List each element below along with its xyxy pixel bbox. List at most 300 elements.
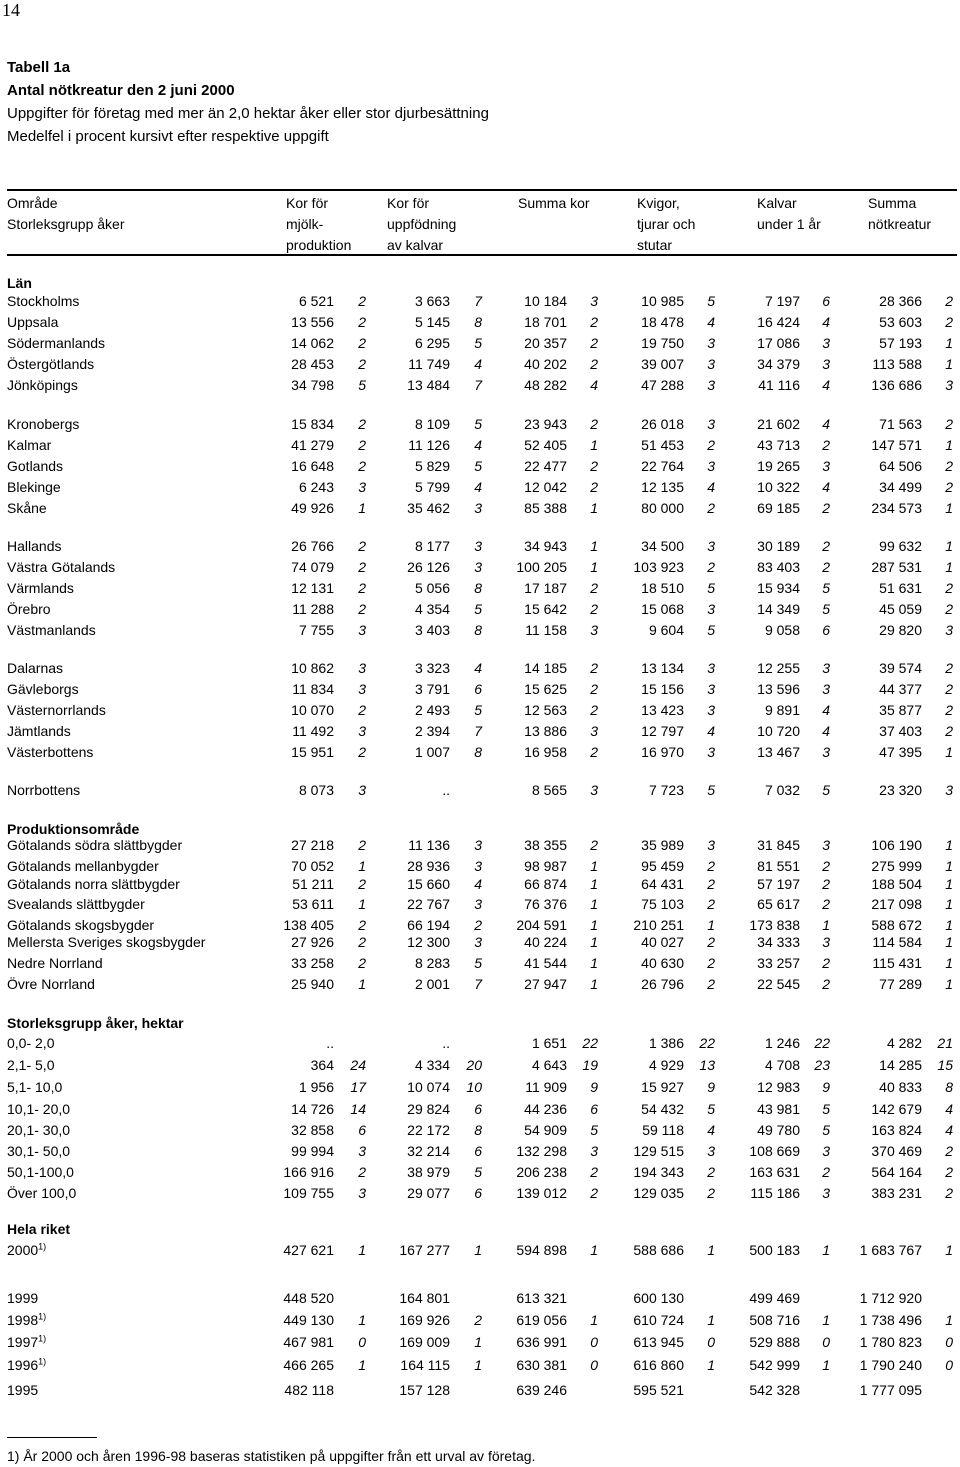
table-row bbox=[0, 835, 960, 855]
cell-value: 44 377 bbox=[879, 681, 922, 697]
cell-error-percent: 2 bbox=[590, 416, 598, 432]
cell-value: 636 991 bbox=[516, 1334, 567, 1350]
cell-error-percent: 4 bbox=[474, 437, 482, 453]
row-label bbox=[7, 557, 115, 577]
cell-error-percent: 2 bbox=[945, 1143, 953, 1159]
cell-value: 1 246 bbox=[764, 1035, 800, 1051]
cell-error-percent: 22 bbox=[814, 1035, 830, 1051]
cell-error-percent: 2 bbox=[590, 601, 598, 617]
cell-value: 1 651 bbox=[531, 1035, 567, 1051]
cell-value: 1 790 240 bbox=[859, 1357, 922, 1373]
cell-value: 27 218 bbox=[291, 837, 334, 853]
cell-value: 164 801 bbox=[399, 1290, 450, 1306]
row-label-text: Nedre Norrland bbox=[7, 955, 103, 971]
cell-error-percent: 2 bbox=[474, 1312, 482, 1328]
cell-error-percent: 2 bbox=[358, 837, 366, 853]
cell-error-percent: 5 bbox=[474, 1164, 482, 1180]
row-label bbox=[7, 742, 93, 762]
cell-error-percent: 4 bbox=[707, 723, 715, 739]
cell-error-percent: 1 bbox=[945, 559, 953, 575]
cell-value: 12 300 bbox=[407, 934, 450, 950]
cell-error-percent: 2 bbox=[590, 314, 598, 330]
cell-error-percent: 7 bbox=[474, 377, 482, 393]
row-label bbox=[7, 620, 96, 640]
cell-error-percent: 2 bbox=[822, 955, 830, 971]
cell-value: 4 643 bbox=[531, 1057, 567, 1073]
cell-value: 7 032 bbox=[764, 782, 800, 798]
cell-value: 26 766 bbox=[291, 538, 334, 554]
cell-value: 13 134 bbox=[641, 660, 684, 676]
cell-error-percent: 8 bbox=[945, 1079, 953, 1095]
cell-error-percent: 1 bbox=[358, 1357, 366, 1373]
table-row bbox=[0, 742, 960, 762]
cell-value: 595 521 bbox=[633, 1382, 684, 1398]
cell-value: 15 068 bbox=[641, 601, 684, 617]
cell-value: 10 070 bbox=[291, 702, 334, 718]
table-row bbox=[0, 312, 960, 332]
row-label bbox=[7, 780, 80, 800]
cell-error-percent: 5 bbox=[474, 702, 482, 718]
table-row bbox=[0, 578, 960, 598]
cell-error-percent: 3 bbox=[358, 479, 366, 495]
cell-value: 41 279 bbox=[291, 437, 334, 453]
cell-value: 19 750 bbox=[641, 335, 684, 351]
cell-error-percent: 4 bbox=[822, 479, 830, 495]
cell-error-percent: 5 bbox=[822, 601, 830, 617]
cell-value: 1 780 823 bbox=[859, 1334, 922, 1350]
cell-error-percent: 4 bbox=[822, 723, 830, 739]
cell-error-percent: 3 bbox=[590, 723, 598, 739]
cell-value: 11 126 bbox=[408, 437, 450, 453]
cell-error-percent: 2 bbox=[358, 601, 366, 617]
cell-value: 5 799 bbox=[414, 479, 450, 495]
cell-error-percent: 2 bbox=[358, 416, 366, 432]
cell-value: 17 086 bbox=[757, 335, 800, 351]
row-label-text: Över 100,0 bbox=[7, 1185, 77, 1201]
cell-error-percent: 1 bbox=[945, 955, 953, 971]
header-col-5-line-1: under 1 år bbox=[757, 216, 821, 232]
cell-error-percent: 3 bbox=[822, 458, 830, 474]
cell-value: 29 824 bbox=[407, 1101, 450, 1117]
cell-value: 19 265 bbox=[757, 458, 800, 474]
cell-error-percent: 2 bbox=[822, 896, 830, 912]
cell-value: 15 927 bbox=[641, 1079, 684, 1095]
cell-error-percent: 5 bbox=[822, 1122, 830, 1138]
cell-value: 157 128 bbox=[399, 1382, 450, 1398]
cell-error-percent: 2 bbox=[822, 976, 830, 992]
cell-value: 8 073 bbox=[298, 782, 334, 798]
cell-error-percent: 2 bbox=[358, 955, 366, 971]
cell-error-percent: 6 bbox=[590, 1101, 598, 1117]
cell-value: 10 720 bbox=[757, 723, 800, 739]
table-top-rule bbox=[7, 189, 957, 191]
row-label-text: 1998 bbox=[7, 1312, 39, 1328]
row-label-text: Kalmar bbox=[7, 437, 52, 453]
header-col-1-line-1: mjölk- bbox=[286, 216, 324, 232]
table-row bbox=[0, 498, 960, 518]
cell-value: 13 423 bbox=[641, 702, 684, 718]
row-label bbox=[7, 1055, 54, 1075]
cell-value: 287 531 bbox=[871, 559, 922, 575]
cell-error-percent: 0 bbox=[822, 1334, 830, 1350]
row-label bbox=[7, 578, 74, 598]
cell-error-percent: 9 bbox=[707, 1079, 715, 1095]
cell-value: 11 834 bbox=[292, 681, 334, 697]
cell-error-percent: 3 bbox=[707, 538, 715, 554]
cell-error-percent: 21 bbox=[937, 1035, 953, 1051]
row-label bbox=[7, 721, 71, 741]
cell-value: 34 499 bbox=[879, 479, 922, 495]
row-label bbox=[7, 599, 51, 619]
cell-error-percent: 10 bbox=[466, 1079, 482, 1095]
cell-value: 12 563 bbox=[524, 702, 567, 718]
cell-error-percent: 3 bbox=[707, 681, 715, 697]
cell-value: 12 983 bbox=[757, 1079, 800, 1095]
cell-error-percent: 1 bbox=[945, 876, 953, 892]
row-label-text: Västmanlands bbox=[7, 622, 96, 638]
cell-error-percent: 6 bbox=[474, 1185, 482, 1201]
cell-error-percent: 6 bbox=[474, 1143, 482, 1159]
cell-error-percent: 4 bbox=[822, 314, 830, 330]
cell-value: 27 926 bbox=[291, 934, 334, 950]
table-row bbox=[0, 435, 960, 455]
cell-value: 99 994 bbox=[291, 1143, 334, 1159]
row-label bbox=[7, 1310, 46, 1330]
cell-error-percent: 2 bbox=[590, 660, 598, 676]
cell-value: 564 164 bbox=[871, 1164, 922, 1180]
table-title bbox=[7, 56, 489, 148]
row-label-text: Kronobergs bbox=[7, 416, 80, 432]
cell-value: 43 713 bbox=[757, 437, 800, 453]
cell-value: 166 916 bbox=[283, 1164, 334, 1180]
row-label bbox=[7, 1033, 54, 1053]
cell-error-percent: 1 bbox=[590, 858, 598, 874]
row-label bbox=[7, 658, 63, 678]
cell-error-percent: 5 bbox=[707, 293, 715, 309]
cell-error-percent: 5 bbox=[474, 335, 482, 351]
cell-error-percent: 5 bbox=[707, 622, 715, 638]
row-label-text: 1996 bbox=[7, 1357, 39, 1373]
cell-value: 142 679 bbox=[871, 1101, 922, 1117]
cell-error-percent: 3 bbox=[474, 837, 482, 853]
cell-error-percent: 1 bbox=[822, 1312, 830, 1328]
cell-error-percent: 2 bbox=[358, 458, 366, 474]
row-label-text: 5,1- 10,0 bbox=[7, 1079, 63, 1095]
cell-value: 13 886 bbox=[524, 723, 567, 739]
cell-value: 3 403 bbox=[414, 622, 450, 638]
cell-value: 610 724 bbox=[633, 1312, 684, 1328]
cell-value: 10 074 bbox=[407, 1079, 450, 1095]
row-label-text: 50,1-100,0 bbox=[7, 1164, 74, 1180]
row-label-text: Mellersta Sveriges skogsbygder bbox=[7, 934, 206, 950]
cell-value: 16 970 bbox=[641, 744, 684, 760]
cell-value: 54 432 bbox=[641, 1101, 684, 1117]
cell-error-percent: 2 bbox=[945, 601, 953, 617]
cell-error-percent: 1 bbox=[822, 1357, 830, 1373]
cell-error-percent: 3 bbox=[474, 559, 482, 575]
cell-value: 47 395 bbox=[879, 744, 922, 760]
cell-value: 6 243 bbox=[298, 479, 334, 495]
cell-value: 138 405 bbox=[283, 917, 334, 933]
cell-value: 364 bbox=[310, 1057, 334, 1073]
cell-value: 3 791 bbox=[414, 681, 450, 697]
cell-error-percent: 4 bbox=[822, 377, 830, 393]
cell-error-percent: 1 bbox=[945, 538, 953, 554]
row-label-text: Östergötlands bbox=[7, 356, 95, 372]
cell-error-percent: 2 bbox=[945, 681, 953, 697]
cell-value: 34 379 bbox=[757, 356, 800, 372]
cell-error-percent: 4 bbox=[590, 377, 598, 393]
row-label bbox=[7, 456, 63, 476]
cell-error-percent: 19 bbox=[582, 1057, 598, 1073]
row-label bbox=[7, 1240, 46, 1260]
table-row bbox=[0, 375, 960, 395]
cell-error-percent: 5 bbox=[707, 782, 715, 798]
cell-error-percent: 7 bbox=[474, 976, 482, 992]
cell-error-percent: 1 bbox=[822, 1242, 830, 1258]
cell-error-percent: 2 bbox=[358, 702, 366, 718]
table-row bbox=[0, 1141, 960, 1161]
row-label bbox=[7, 333, 105, 353]
cell-error-percent: 1 bbox=[945, 917, 953, 933]
cell-error-percent: 3 bbox=[822, 837, 830, 853]
row-label-text: Västernorrlands bbox=[7, 702, 106, 718]
cell-error-percent: 4 bbox=[474, 356, 482, 372]
cell-error-percent: 2 bbox=[358, 437, 366, 453]
cell-error-percent: 2 bbox=[590, 458, 598, 474]
row-label bbox=[7, 932, 205, 952]
cell-error-percent: 2 bbox=[358, 1164, 366, 1180]
row-label-text: Värmlands bbox=[7, 580, 74, 596]
cell-error-percent: 2 bbox=[358, 314, 366, 330]
table-row bbox=[0, 1099, 960, 1119]
cell-error-percent: 1 bbox=[358, 500, 366, 516]
cell-error-percent: 1 bbox=[358, 858, 366, 874]
cell-error-percent: 4 bbox=[474, 660, 482, 676]
cell-error-percent: 3 bbox=[358, 681, 366, 697]
cell-value: 71 563 bbox=[879, 416, 922, 432]
cell-value: 14 349 bbox=[757, 601, 800, 617]
cell-value: 11 288 bbox=[292, 601, 334, 617]
cell-value: 169 926 bbox=[399, 1312, 450, 1328]
cell-value: 12 131 bbox=[291, 580, 334, 596]
cell-value: 39 007 bbox=[641, 356, 684, 372]
row-label bbox=[7, 1332, 46, 1352]
cell-value: 47 288 bbox=[641, 377, 684, 393]
cell-value: 11 749 bbox=[408, 356, 450, 372]
cell-value: 51 631 bbox=[879, 580, 922, 596]
footnote-rule bbox=[7, 1437, 97, 1438]
cell-error-percent: 2 bbox=[358, 335, 366, 351]
cell-value: 57 197 bbox=[757, 876, 800, 892]
cell-error-percent: 4 bbox=[822, 416, 830, 432]
cell-value: 529 888 bbox=[749, 1334, 800, 1350]
cell-error-percent: 2 bbox=[945, 458, 953, 474]
cell-error-percent: 3 bbox=[822, 681, 830, 697]
table-row bbox=[0, 620, 960, 640]
row-label bbox=[7, 835, 182, 855]
cell-value: 15 834 bbox=[291, 416, 334, 432]
table-row bbox=[0, 658, 960, 678]
page-number: 14 bbox=[2, 0, 20, 20]
cell-value: 147 571 bbox=[871, 437, 922, 453]
row-label bbox=[7, 874, 180, 894]
cell-error-percent: 3 bbox=[358, 1185, 366, 1201]
cell-value: 18 478 bbox=[641, 314, 684, 330]
row-label bbox=[7, 375, 78, 395]
cell-value: 508 716 bbox=[749, 1312, 800, 1328]
cell-error-percent: 2 bbox=[590, 335, 598, 351]
cell-value: 35 462 bbox=[407, 500, 450, 516]
row-label-text: 1995 bbox=[7, 1382, 39, 1398]
cell-value: 53 611 bbox=[292, 896, 334, 912]
cell-value: 188 504 bbox=[871, 876, 922, 892]
cell-value: 5 145 bbox=[414, 314, 450, 330]
cell-value: 10 985 bbox=[641, 293, 684, 309]
cell-error-percent: 3 bbox=[822, 1143, 830, 1159]
cell-value: 22 764 bbox=[641, 458, 684, 474]
row-label bbox=[7, 291, 79, 311]
cell-value: 34 798 bbox=[291, 377, 334, 393]
cell-value: 588 686 bbox=[633, 1242, 684, 1258]
cell-value: 13 484 bbox=[407, 377, 450, 393]
cell-error-percent: 2 bbox=[590, 681, 598, 697]
cell-value: 28 453 bbox=[291, 356, 334, 372]
cell-value: 114 584 bbox=[872, 934, 922, 950]
cell-error-percent: 2 bbox=[590, 837, 598, 853]
cell-value: 15 642 bbox=[524, 601, 567, 617]
cell-value: 129 515 bbox=[633, 1143, 684, 1159]
cell-value: 22 545 bbox=[757, 976, 800, 992]
title-line-4: Medelfel i procent kursivt efter respektive uppgift bbox=[7, 128, 329, 145]
cell-error-percent: 2 bbox=[358, 934, 366, 950]
table-row bbox=[0, 414, 960, 434]
row-label-text: Jämtlands bbox=[7, 723, 71, 739]
cell-error-percent: 0 bbox=[358, 1334, 366, 1350]
cell-value: 33 257 bbox=[757, 955, 800, 971]
cell-value: 588 672 bbox=[871, 917, 922, 933]
cell-value: 64 431 bbox=[641, 876, 684, 892]
table-row bbox=[0, 1055, 960, 1075]
cell-error-percent: 2 bbox=[358, 356, 366, 372]
cell-error-percent: 3 bbox=[707, 660, 715, 676]
cell-error-percent: 15 bbox=[937, 1057, 953, 1073]
cell-value: 14 062 bbox=[291, 335, 334, 351]
table-row bbox=[0, 1120, 960, 1140]
cell-value: 32 858 bbox=[291, 1122, 334, 1138]
row-label bbox=[7, 894, 145, 914]
cell-error-percent: 1 bbox=[590, 896, 598, 912]
cell-error-percent: 0 bbox=[590, 1334, 598, 1350]
cell-value: 204 591 bbox=[516, 917, 567, 933]
cell-value: 12 135 bbox=[641, 479, 684, 495]
cell-value: 9 604 bbox=[648, 622, 684, 638]
cell-value: 69 185 bbox=[757, 500, 800, 516]
row-label-text: 0,0- 2,0 bbox=[7, 1035, 55, 1051]
row-label-text: Götalands mellanbygder bbox=[7, 858, 159, 874]
cell-error-percent: 1 bbox=[474, 1334, 482, 1350]
cell-value: 13 596 bbox=[757, 681, 800, 697]
cell-value: 12 042 bbox=[524, 479, 567, 495]
cell-value: 85 388 bbox=[524, 500, 567, 516]
row-footnote-marker: 1) bbox=[38, 1311, 47, 1322]
cell-value: 4 282 bbox=[886, 1035, 922, 1051]
cell-value: 15 156 bbox=[641, 681, 684, 697]
cell-value: 98 987 bbox=[524, 858, 567, 874]
header-col-6-line-0: Summa bbox=[868, 195, 917, 211]
row-label bbox=[7, 498, 47, 518]
cell-value: 427 621 bbox=[283, 1242, 334, 1258]
cell-error-percent: 2 bbox=[945, 580, 953, 596]
cell-error-percent: 8 bbox=[474, 314, 482, 330]
cell-value: 234 573 bbox=[871, 500, 922, 516]
cell-value: 639 246 bbox=[516, 1382, 567, 1398]
cell-value: .. bbox=[442, 1035, 450, 1051]
cell-error-percent: 22 bbox=[582, 1035, 598, 1051]
cell-error-percent: 2 bbox=[474, 917, 482, 933]
row-label bbox=[7, 1183, 76, 1203]
cell-value: 77 289 bbox=[879, 976, 922, 992]
cell-value: 34 943 bbox=[524, 538, 567, 554]
cell-value: 17 187 bbox=[524, 580, 567, 596]
cell-error-percent: 3 bbox=[822, 934, 830, 950]
table-row bbox=[0, 1077, 960, 1097]
table-row bbox=[0, 953, 960, 973]
cell-value: 53 603 bbox=[879, 314, 922, 330]
row-label bbox=[7, 679, 79, 699]
row-label-text: Götalands norra slättbygder bbox=[7, 876, 180, 892]
cell-value: 81 551 bbox=[757, 858, 800, 874]
row-label-text: Västerbottens bbox=[7, 744, 94, 760]
cell-error-percent: 1 bbox=[707, 1312, 715, 1328]
cell-error-percent: 2 bbox=[707, 934, 715, 950]
cell-error-percent: 6 bbox=[822, 622, 830, 638]
cell-value: 13 467 bbox=[757, 744, 800, 760]
cell-value: 35 877 bbox=[879, 702, 922, 718]
cell-error-percent: 2 bbox=[590, 1185, 598, 1201]
row-label-text: Övre Norrland bbox=[7, 976, 95, 992]
cell-value: 27 947 bbox=[524, 976, 567, 992]
cell-error-percent: 2 bbox=[590, 744, 598, 760]
cell-value: 630 381 bbox=[516, 1357, 567, 1373]
cell-error-percent: 2 bbox=[358, 744, 366, 760]
cell-value: 4 929 bbox=[648, 1057, 684, 1073]
cell-value: 49 926 bbox=[291, 500, 334, 516]
cell-value: 217 098 bbox=[871, 896, 922, 912]
row-label-text: 10,1- 20,0 bbox=[7, 1101, 71, 1117]
cell-value: 4 334 bbox=[414, 1057, 450, 1073]
cell-value: 37 403 bbox=[879, 723, 922, 739]
cell-error-percent: 7 bbox=[474, 293, 482, 309]
cell-value: 3 323 bbox=[414, 660, 450, 676]
table-row bbox=[0, 700, 960, 720]
cell-error-percent: 20 bbox=[466, 1057, 482, 1073]
cell-value: 5 056 bbox=[414, 580, 450, 596]
cell-value: 49 780 bbox=[757, 1122, 800, 1138]
row-label-text: Götalands södra slättbygder bbox=[7, 837, 183, 853]
cell-error-percent: 2 bbox=[358, 559, 366, 575]
cell-error-percent: 3 bbox=[707, 458, 715, 474]
cell-value: 12 797 bbox=[641, 723, 684, 739]
cell-value: 18 510 bbox=[641, 580, 684, 596]
row-label-text: Jönköpings bbox=[7, 377, 78, 393]
cell-error-percent: 22 bbox=[699, 1035, 715, 1051]
cell-value: 26 018 bbox=[641, 416, 684, 432]
cell-error-percent: 5 bbox=[590, 1122, 598, 1138]
cell-value: 44 236 bbox=[524, 1101, 567, 1117]
cell-value: 169 009 bbox=[399, 1334, 450, 1350]
row-label-text: Norrbottens bbox=[7, 782, 81, 798]
